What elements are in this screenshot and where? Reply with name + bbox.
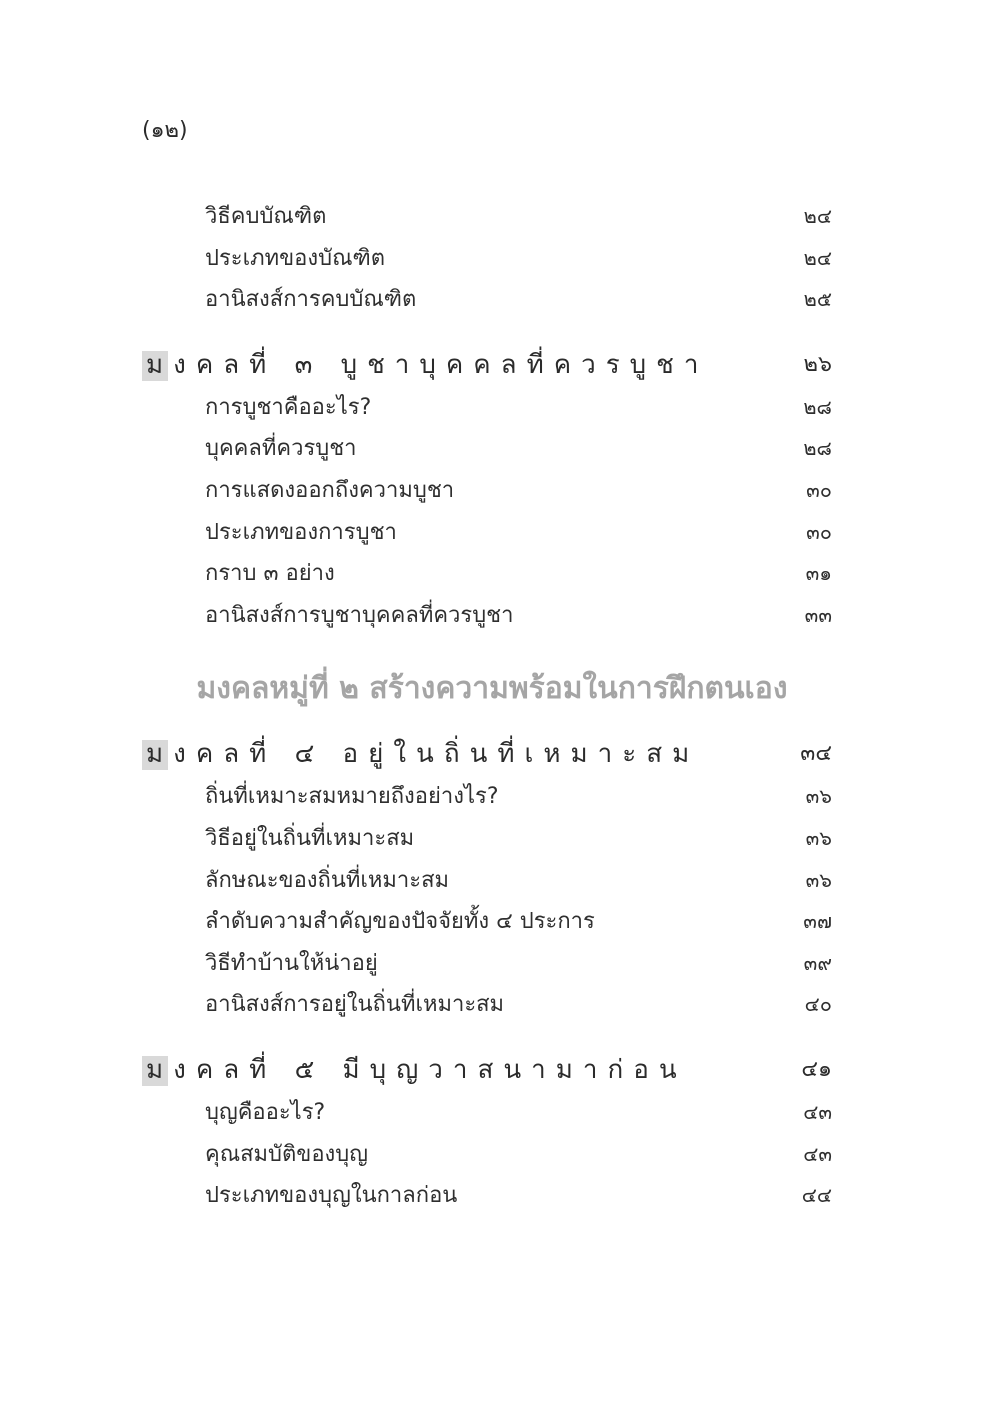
toc-entry-title: วิธีทำบ้านให้น่าอยู่ (205, 950, 378, 976)
toc-entry-title: กราบ ๓ อย่าง (205, 561, 335, 587)
section-heading-title: มงคลที่ ๓ บูชาบุคคลที่ควรบูชา (146, 349, 709, 380)
section-heading-mongkol-4[interactable] (142, 732, 842, 776)
toc-entry[interactable] (142, 512, 842, 554)
toc-entry-title: บุญคืออะไร? (205, 1099, 326, 1125)
toc-entry[interactable] (142, 943, 842, 985)
toc-entry[interactable] (142, 238, 842, 280)
page-number: (๑๒) (142, 118, 188, 143)
toc-entry-title: อานิสงส์การคบบัณฑิต (205, 287, 417, 313)
toc-entry-title: ลักษณะของถิ่นที่เหมาะสม (205, 867, 450, 893)
section-heading-title: มงคลที่ ๕ มีบุญวาสนามาก่อน (146, 1054, 687, 1085)
section-heading-page: ๔๑ (801, 1056, 832, 1082)
toc-entry[interactable] (142, 595, 842, 637)
toc-entry-title: คุณสมบัติของบุญ (205, 1141, 369, 1167)
toc-entry[interactable] (142, 901, 842, 943)
toc-entry-title: ประเภทของการบูชา (205, 519, 397, 545)
toc-entry-page: ๒๔ (803, 204, 832, 228)
toc-entry[interactable] (142, 984, 842, 1026)
toc-entry[interactable] (142, 428, 842, 470)
toc-entry-page: ๔๓ (803, 1099, 832, 1124)
toc-entry[interactable] (142, 279, 842, 321)
toc-entry-page: ๓๗ (803, 909, 832, 934)
group-title: มงคลหมู่ที่ ๒ สร้างความพร้อมในการฝึกตนเอง (196, 671, 788, 707)
toc-entry-page: ๓๖ (805, 784, 832, 809)
toc-entry-title: บุคคลที่ควรบูชา (205, 436, 357, 462)
toc-entry-page: ๓๙ (803, 950, 832, 975)
toc-entry-title: อานิสงส์การอยู่ในถิ่นที่เหมาะสม (205, 992, 505, 1018)
section-heading-page: ๓๔ (800, 741, 832, 767)
toc-entry-title: การแสดงออกถึงความบูชา (205, 477, 455, 503)
toc-entry-title: ประเภทของบัณฑิต (205, 245, 386, 271)
toc-entry-page: ๓๖ (805, 825, 832, 850)
toc-entry[interactable] (142, 776, 842, 818)
section-heading-title: มงคลที่ ๔ อยู่ในถิ่นที่เหมาะสม (146, 739, 700, 770)
toc-entry-page: ๔๓ (803, 1141, 832, 1166)
toc-entry-page: ๒๔ (803, 245, 832, 270)
toc-entry-title: ประเภทของบุญในกาลก่อน (205, 1183, 458, 1209)
toc-entry-page: ๓๑ (805, 561, 832, 586)
toc-entry-title: ถิ่นที่เหมาะสมหมายถึงอย่างไร? (205, 784, 499, 810)
section-heading-mongkol-5[interactable] (142, 1048, 842, 1092)
toc-entry-page: ๓๐ (806, 477, 832, 502)
toc-entry[interactable] (142, 818, 842, 860)
table-of-contents (142, 196, 842, 1217)
toc-entry-page: ๒๘ (803, 394, 832, 419)
toc-entry[interactable] (142, 196, 842, 238)
toc-entry-title: การบูชาคืออะไร? (205, 394, 372, 420)
toc-entry-page: ๒๘ (803, 436, 832, 461)
toc-entry[interactable] (142, 1134, 842, 1176)
section-heading-mongkol-3[interactable] (142, 343, 842, 387)
toc-entry[interactable] (142, 387, 842, 429)
toc-entry-title: ลำดับความสำคัญของปัจจัยทั้ง ๔ ประการ (205, 909, 595, 935)
toc-entry[interactable] (142, 470, 842, 512)
toc-entry-title: วิธีอยู่ในถิ่นที่เหมาะสม (205, 825, 415, 851)
toc-entry-page: ๓๖ (805, 867, 832, 892)
toc-entry[interactable] (142, 553, 842, 595)
toc-entry-title: อานิสงส์การบูชาบุคคลที่ควรบูชา (205, 602, 514, 628)
toc-entry[interactable] (142, 1175, 842, 1217)
section-heading-page: ๒๖ (803, 351, 832, 377)
toc-entry-page: ๓๐ (806, 519, 832, 544)
toc-entry-title: วิธีคบบัณฑิต (205, 204, 327, 229)
toc-entry-page: ๓๓ (804, 602, 832, 627)
toc-entry-page: ๔๐ (804, 992, 832, 1017)
toc-entry-page: ๔๔ (801, 1183, 832, 1208)
toc-entry[interactable] (142, 860, 842, 902)
toc-entry[interactable] (142, 1092, 842, 1134)
toc-entry-page: ๒๕ (803, 287, 832, 312)
